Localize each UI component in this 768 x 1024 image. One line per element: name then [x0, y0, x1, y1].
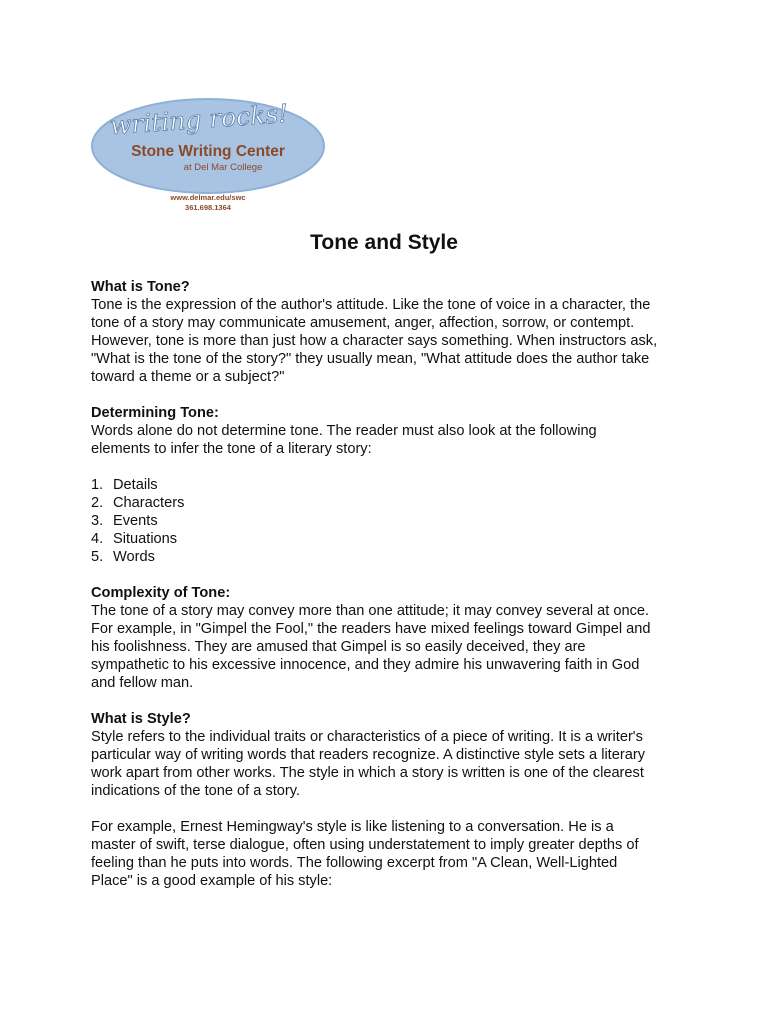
list-item: [91, 494, 691, 512]
section-heading: What is Tone?: [91, 279, 190, 295]
list-item-label: Details: [113, 477, 158, 493]
paragraph-line: For example, Ernest Hemingway's style is like listening to a conversation. He is a: [91, 819, 614, 835]
paragraph-line: "What is the tone of the story?" they usually mean, "What attitude does the author take: [91, 351, 650, 367]
logo-phone: 361.698.1364: [185, 203, 231, 212]
list-item-number: 2.: [91, 495, 104, 511]
tone-elements-list: [91, 476, 691, 566]
list-item-number: 3.: [91, 513, 104, 529]
paragraph-line: tone of a story may communicate amusement, anger, affection, sorrow, or contempt.: [91, 315, 635, 331]
stone-writing-center-logo: [90, 92, 326, 216]
logo-script-text: writing rocks!: [109, 98, 290, 141]
document-body: [91, 278, 691, 908]
list-item-label: Characters: [113, 495, 185, 511]
list-item: [91, 512, 691, 530]
paragraph-line: The tone of a story may convey more than one attitude; it may convey several at once.: [91, 603, 650, 619]
section-hemingway-example: [91, 818, 691, 890]
list-item-number: 4.: [91, 531, 104, 547]
paragraph-line: and fellow man.: [91, 675, 194, 691]
paragraph-line: elements to infer the tone of a literary story:: [91, 441, 372, 457]
list-item-number: 5.: [91, 549, 104, 565]
section-complexity-of-tone: [91, 584, 691, 692]
paragraph-line: indications of the tone of a story.: [91, 783, 301, 799]
list-item-label: Situations: [113, 531, 178, 547]
paragraph-line: For example, in "Gimpel the Fool," the readers have mixed feelings toward Gimpel and: [91, 621, 651, 637]
paragraph-line: particular way of writing words that readers recognize. A distinctive style sets a literary: [91, 747, 645, 763]
paragraph-line: master of swift, terse dialogue, often using understatement to imply greater depths of: [91, 837, 639, 853]
section-heading: Determining Tone:: [91, 405, 219, 421]
paragraph-line: Tone is the expression of the author's attitude. Like the tone of voice in a character, the: [91, 297, 651, 313]
section-heading: Complexity of Tone:: [91, 585, 231, 601]
paragraph-line: Words alone do not determine tone. The reader must also look at the following: [91, 423, 597, 439]
list-item: [91, 476, 691, 494]
section-what-is-tone: [91, 278, 691, 386]
paragraph-line: work apart from other works. The style in which a story is written is one of the clearest: [91, 765, 644, 781]
logo-subtitle: at Del Mar College: [183, 162, 263, 173]
paragraph-line: his foolishness. They are amused that Gimpel is so easily deceived, they are: [91, 639, 586, 655]
paragraph-line: sympathetic to his excessive innocence, and they admire his unwavering faith in God: [91, 657, 640, 673]
paragraph-line: toward a theme or a subject?": [91, 369, 285, 385]
section-what-is-style: [91, 710, 691, 800]
paragraph-line: feeling than he puts into words. The following excerpt from "A Clean, Well-Lighted: [91, 855, 618, 871]
list-item-number: 1.: [91, 477, 104, 493]
list-item-label: Events: [113, 513, 158, 529]
page-title: Tone and Style: [310, 231, 458, 254]
list-item: [91, 548, 691, 566]
section-heading: What is Style?: [91, 711, 191, 727]
paragraph-line: However, tone is more than just how a character says something. When instructors ask,: [91, 333, 658, 349]
list-item: [91, 530, 691, 548]
list-item-label: Words: [113, 549, 155, 565]
paragraph-line: Place" is a good example of his style:: [91, 873, 333, 889]
logo-url: www.delmar.edu/swc: [170, 193, 246, 202]
paragraph-line: Style refers to the individual traits or characteristics of a piece of writing. It is a writer's: [91, 729, 643, 745]
logo-center-name: Stone Writing Center: [131, 143, 285, 160]
section-determining-tone: [91, 404, 691, 458]
